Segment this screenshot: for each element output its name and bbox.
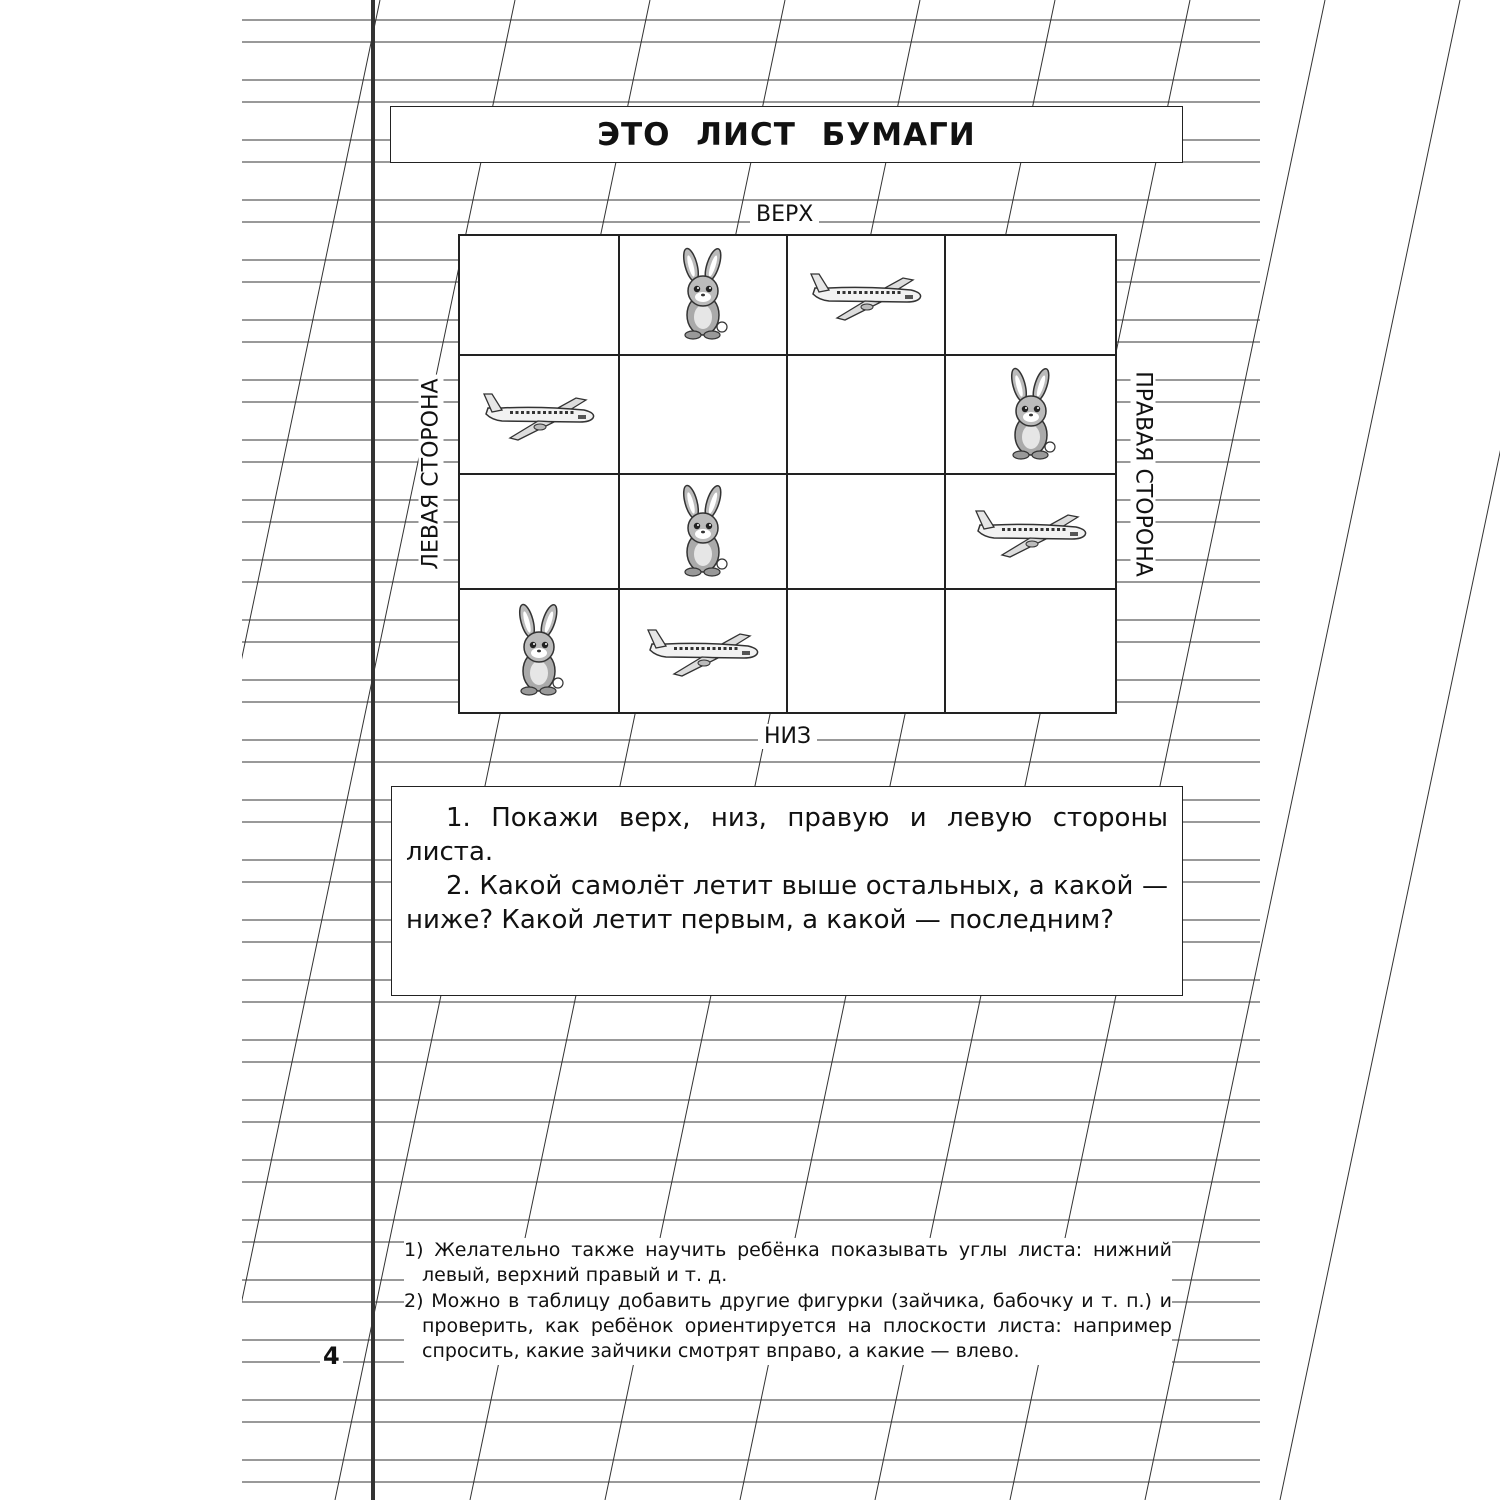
task-2: 2. Какой самолёт летит выше остальных, а какой — ниже? Какой летит первым, а какой — последним? (406, 871, 1168, 935)
footnote-1: 1) Желательно также научить ребёнка показывать углы листа: нижний левый, верхний правый и т. д. (404, 1239, 1172, 1286)
bunny-icon (668, 484, 738, 580)
grid-cell (788, 356, 946, 475)
bunny-icon (504, 603, 574, 699)
bottom-label: НИЗ (758, 724, 817, 749)
task-1: 1. Покажи верх, низ, правую и левую стороны листа. (406, 803, 1168, 867)
grid-cell (460, 475, 620, 590)
airplane-icon (807, 266, 925, 324)
right-side-label: ПРАВАЯ СТОРОНА (1131, 367, 1156, 581)
grid-cell (946, 356, 1115, 475)
grid-cell (620, 590, 788, 712)
bunny-icon (996, 367, 1066, 463)
bunny-icon (668, 247, 738, 343)
grid-cell (460, 356, 620, 475)
grid-cell (788, 475, 946, 590)
grid-cell (620, 356, 788, 475)
airplane-icon (480, 386, 598, 444)
grid-cell (620, 236, 788, 356)
grid-cell (946, 590, 1115, 712)
airplane-icon (644, 622, 762, 680)
grid-cell (946, 475, 1115, 590)
slant-line (1280, 0, 1500, 1500)
slant-line (1145, 0, 1460, 1500)
grid-cell (946, 236, 1115, 356)
picture-grid (458, 234, 1117, 714)
page-title: ЭТО ЛИСТ БУМАГИ (597, 116, 976, 153)
grid-cell (460, 236, 620, 356)
left-side-label: ЛЕВАЯ СТОРОНА (419, 374, 444, 573)
grid-cell (788, 236, 946, 356)
grid-cell (460, 590, 620, 712)
footnote-2: 2) Можно в таблицу добавить другие фигурки (зайчика, бабочку и т. п.) и проверить, как ребёнок ориентируется на плоскости листа: например спросить, какие зайчики смотрят вправо, а какие — влево. (404, 1290, 1172, 1362)
top-label: ВЕРХ (750, 202, 819, 227)
left-blank-area (0, 0, 242, 1500)
task-box (391, 786, 1183, 996)
footnotes (404, 1238, 1172, 1365)
grid-cell (788, 590, 946, 712)
page-number: 4 (320, 1342, 343, 1370)
title-box (390, 106, 1183, 163)
grid-cell (620, 475, 788, 590)
airplane-icon (972, 503, 1090, 561)
